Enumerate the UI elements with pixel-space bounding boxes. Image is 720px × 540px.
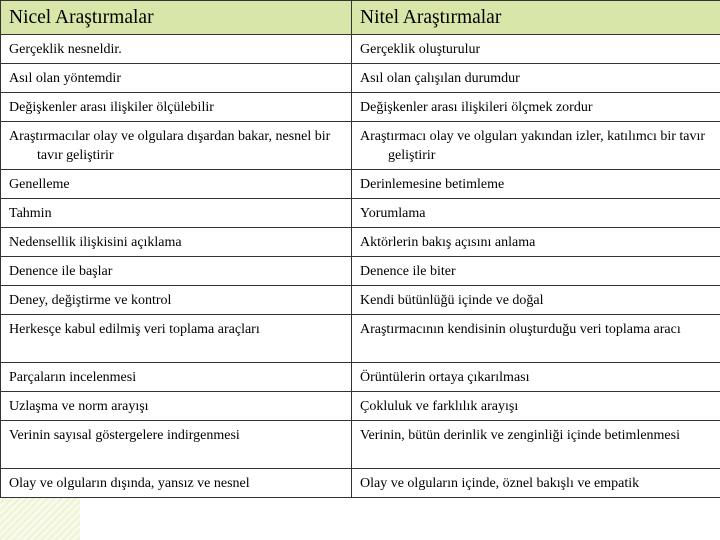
quantitative-cell: Deney, değiştirme ve kontrol xyxy=(1,286,352,315)
qualitative-cell: Gerçeklik oluşturulur xyxy=(352,35,720,64)
quantitative-cell: Uzlaşma ve norm arayışı xyxy=(1,392,352,421)
quantitative-cell: Gerçeklik nesneldir. xyxy=(1,35,352,64)
header-quantitative: Nicel Araştırmalar xyxy=(1,1,352,35)
quantitative-cell: Verinin sayısal göstergelere indirgenmesi xyxy=(1,421,352,469)
qualitative-cell: Derinlemesine betimleme xyxy=(352,170,720,199)
table-row xyxy=(1,93,720,122)
table-row xyxy=(1,64,720,93)
quantitative-cell: Tahmin xyxy=(1,199,352,228)
quantitative-cell: Nedensellik ilişkisini açıklama xyxy=(1,228,352,257)
table-row xyxy=(1,199,720,228)
qualitative-cell: Denence ile biter xyxy=(352,257,720,286)
table-row xyxy=(1,392,720,421)
qualitative-cell: Olay ve olguların içinde, öznel bakışlı ve empatik xyxy=(352,469,720,498)
qualitative-cell: Araştırmacının kendisinin oluşturduğu veri toplama aracı xyxy=(352,315,720,363)
quantitative-cell: Genelleme xyxy=(1,170,352,199)
table-row xyxy=(1,286,720,315)
table-row xyxy=(1,257,720,286)
table-row xyxy=(1,363,720,392)
quantitative-cell: Parçaların incelenmesi xyxy=(1,363,352,392)
qualitative-cell: Araştırmacı olay ve olguları yakından izler, katılımcı bir tavır geliştirir xyxy=(352,122,720,170)
quantitative-cell: Araştırmacılar olay ve olgulara dışardan bakar, nesnel bir tavır geliştirir xyxy=(1,122,352,170)
quantitative-cell: Olay ve olguların dışında, yansız ve nesnel xyxy=(1,469,352,498)
qualitative-cell: Yorumlama xyxy=(352,199,720,228)
table-row xyxy=(1,421,720,469)
quantitative-cell: Denence ile başlar xyxy=(1,257,352,286)
qualitative-cell: Örüntülerin ortaya çıkarılması xyxy=(352,363,720,392)
table-row xyxy=(1,122,720,170)
qualitative-cell: Asıl olan çalışılan durumdur xyxy=(352,64,720,93)
table-row xyxy=(1,469,720,498)
qualitative-cell: Verinin, bütün derinlik ve zenginliği içinde betimlenmesi xyxy=(352,421,720,469)
table-row xyxy=(1,228,720,257)
header-row xyxy=(1,1,720,35)
qualitative-cell: Kendi bütünlüğü içinde ve doğal xyxy=(352,286,720,315)
qualitative-cell: Değişkenler arası ilişkileri ölçmek zordur xyxy=(352,93,720,122)
table-row xyxy=(1,170,720,199)
header-qualitative: Nitel Araştırmalar xyxy=(352,1,720,35)
quantitative-cell: Değişkenler arası ilişkiler ölçülebilir xyxy=(1,93,352,122)
table-row xyxy=(1,35,720,64)
qualitative-cell: Çokluluk ve farklılık arayışı xyxy=(352,392,720,421)
table-row xyxy=(1,315,720,363)
quantitative-cell: Asıl olan yöntemdir xyxy=(1,64,352,93)
qualitative-cell: Aktörlerin bakış açısını anlama xyxy=(352,228,720,257)
quantitative-cell: Herkesçe kabul edilmiş veri toplama araçları xyxy=(1,315,352,363)
